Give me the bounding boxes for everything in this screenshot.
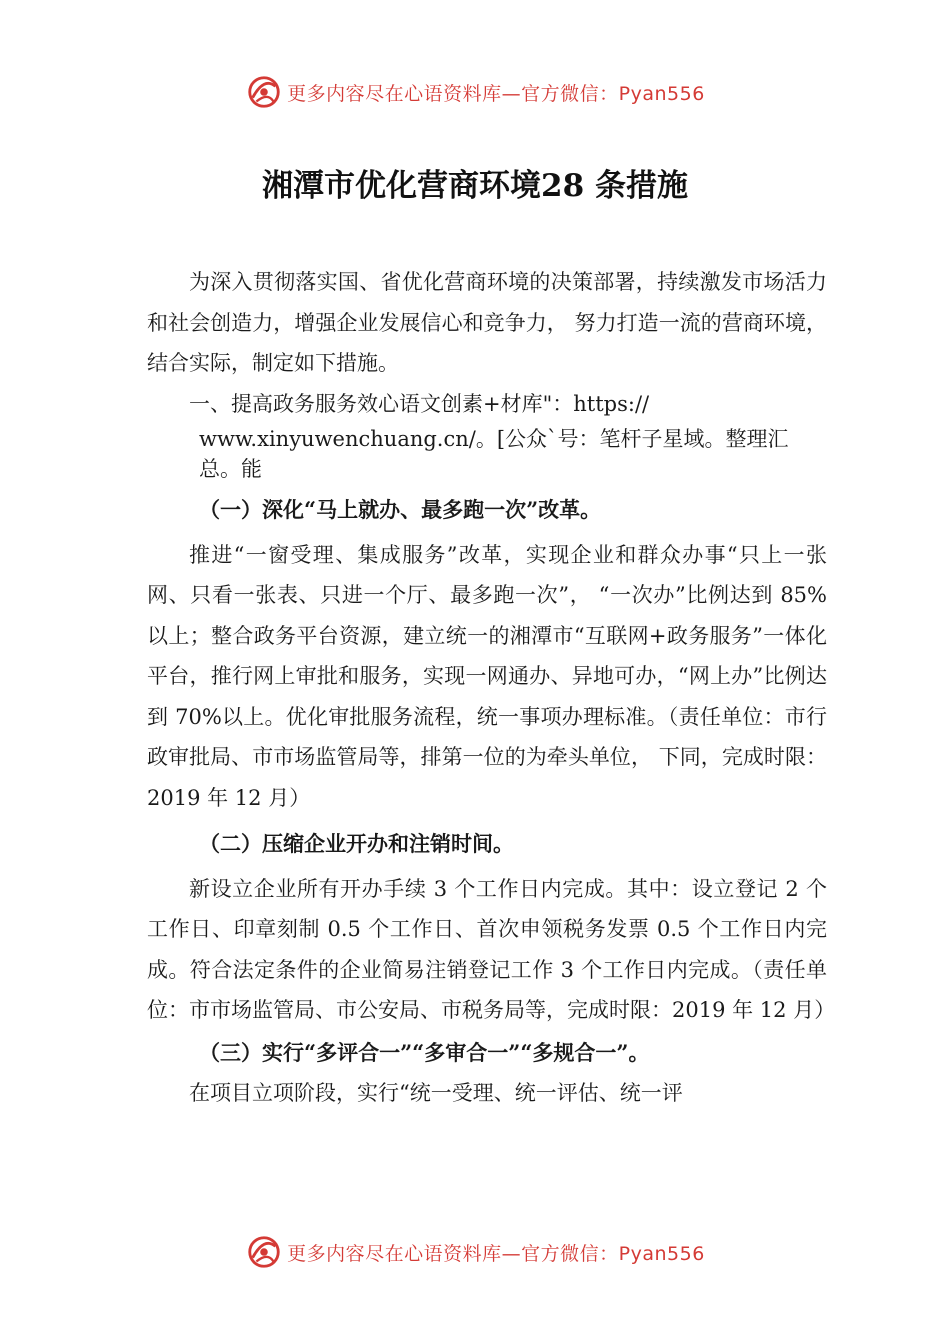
subsection-2-body: 新设立企业所有开办手续 3 个工作日内完成。其中：设立登记 2 个工作日、印章刻制 0.5 个工作日、首次申领税务发票 0.5 个工作日内完成。符合法定条件的企业简易注销登记工作 3 个工作日内完成。（责任单位：市市场监管局、市公安局、市税务局等，完成时限：2019 年 12 月）: [147, 876, 836, 1022]
subsection-2-heading: （二）压缩企业开办和注销时间。: [199, 831, 514, 856]
section-1-heading: 一、提高政务服务效心语文创素+材库"：https://: [189, 391, 650, 416]
watermark-text: 更多内容尽在心语资料库—官方微信：Pyan556: [287, 82, 705, 105]
subsection-3-body: 在项目立项阶段，实行“统一受理、统一评估、统一评: [189, 1081, 683, 1105]
section-1-continuation: www.xinyuwenchuang.cn/。[公众`号：笔杆子星域。整理汇总。能: [199, 427, 789, 481]
document-title: 湘潭市优化营商环境28 条措施: [262, 168, 688, 204]
swirl-logo-icon: [245, 1233, 283, 1271]
watermark-text: 更多内容尽在心语资料库—官方微信：Pyan556: [287, 1242, 705, 1265]
swirl-logo-icon: [245, 73, 283, 111]
subsection-3-heading: （三）实行“多评合一”“多审合一”“多规合一”。: [199, 1039, 650, 1065]
document-body: [147, 262, 836, 1114]
intro-paragraph: 为深入贯彻落实国、省优化营商环境的决策部署，持续激发市场活力和社会创造力，增强企业发展信心和竞争力， 努力打造一流的营商环境，结合实际，制定如下措施。: [147, 270, 827, 375]
watermark-banner-bottom: [0, 1232, 950, 1272]
watermark-banner-top: [0, 72, 950, 112]
subsection-1-body: 推进“一窗受理、集成服务”改革，实现企业和群众办事“只上一张网、只看一张表、只进一个厅、最多跑一次”， “一次办”比例达到 85%以上；整合政务平台资源，建立统一的湘潭市“互联网+政务服务”一体化平台，推行网上审批和服务，实现一网通办、异地可办，“网上办”比例达到 70%以上。优化审批服务流程，统一事项办理标准。（责任单位：市行政审批局、市市场监管局等，排第一位的为牵头单位， 下同，完成时限：2019 年 12 月）: [147, 542, 827, 810]
subsection-1-heading: （一）深化“马上就办、最多跑一次”改革。: [199, 497, 602, 522]
